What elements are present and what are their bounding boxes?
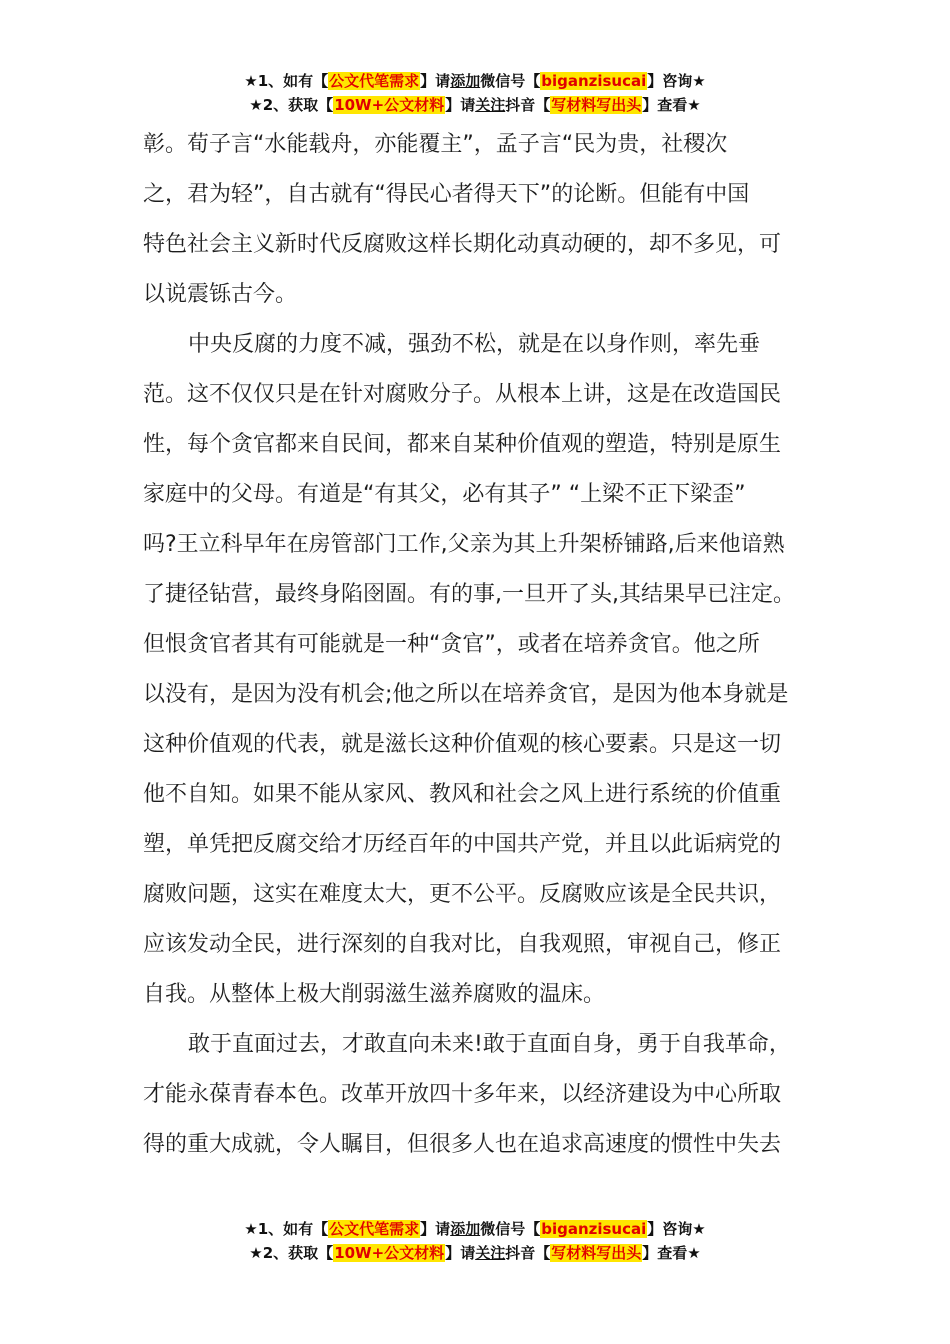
banner-highlight: 公文代笔需求 [329,1220,420,1238]
banner-highlight: biganzisucai [541,1220,647,1238]
banner-emphasis: 关注 [475,1244,506,1262]
banner-line-1 [0,69,950,93]
banner-highlight: biganzisucai [541,72,647,90]
body-line: 应该发动全民，进行深刻的自我对比，自我观照，审视自己，修正 [143,932,782,957]
body-line: 腐败问题，这实在难度太大，更不公平。反腐败应该是全民共识， [143,882,782,907]
banner-text: 抖音【 [505,96,551,114]
banner-text: 】咨询★ [647,72,706,90]
body-line: 这种价值观的代表，就是滋长这种价值观的核心要素。只是这一切 [143,732,782,757]
banner-highlight: 公文代笔需求 [329,72,420,90]
banner-text: 】查看★ [642,1244,701,1262]
banner-text: 】咨询★ [647,1220,706,1238]
banner-text: 】请 [445,1244,476,1262]
body-line: 以说震铄古今。 [143,282,298,307]
banner-highlight: 写材料写出头 [551,1244,642,1262]
body-line: 他不自知。如果不能从家风、教风和社会之风上进行系统的价值重 [143,782,782,807]
body-line: 范。这不仅仅只是在针对腐败分子。从根本上讲，这是在改造国民 [143,382,782,407]
body-line: 特色社会主义新时代反腐败这样长期化动真动硬的，却不多见，可 [143,232,782,257]
banner-emphasis: 添加 [450,72,481,90]
body-line: 自我。从整体上极大削弱滋生滋养腐败的温床。 [143,982,606,1007]
body-line: 以没有，是因为没有机会;他之所以在培养贪官，是因为他本身就是 [143,682,789,707]
body-line: 但恨贪官者其有可能就是一种“贪官”，或者在培养贪官。他之所 [143,632,760,657]
footer-banner [0,1217,950,1265]
banner-text: 抖音【 [505,1244,551,1262]
document-body [143,120,803,1170]
body-line-paragraph-start: 敢于直面过去，才敢直向未来!敢于直面自身，勇于自我革命， [188,1032,791,1057]
banner-text: 微信号【 [480,1220,541,1238]
body-line: 家庭中的父母。有道是“有其父，必有其子” “上梁不正下梁歪” [143,482,746,507]
body-line: 了捷径钻营，最终身陷囹圄。有的事,一旦开了头,其结果早已注定。 [143,582,795,607]
banner-text: 】请 [420,1220,451,1238]
banner-line-2 [0,93,950,117]
banner-text: 】查看★ [642,96,701,114]
banner-text: ★1、如有【 [244,1220,329,1238]
banner-text: 】请 [445,96,476,114]
banner-emphasis: 添加 [450,1220,481,1238]
banner-highlight: 10W+公文材料 [334,96,445,114]
banner-text: 】请 [420,72,451,90]
body-line-paragraph-start: 中央反腐的力度不减，强劲不松，就是在以身作则，率先垂 [188,332,761,357]
body-line: 塑，单凭把反腐交给才历经百年的中国共产党，并且以此诟病党的 [143,832,782,857]
body-line: 彰。荀子言“水能载舟，亦能覆主”，孟子言“民为贵，社稷次 [143,132,728,157]
banner-highlight: 10W+公文材料 [334,1244,445,1262]
banner-highlight: 写材料写出头 [551,96,642,114]
banner-text: ★1、如有【 [244,72,329,90]
header-banner [0,69,950,117]
banner-line-1 [0,1217,950,1241]
banner-text: ★2、获取【 [249,96,334,114]
banner-text: 微信号【 [480,72,541,90]
banner-emphasis: 关注 [475,96,506,114]
banner-line-2 [0,1241,950,1265]
body-line: 吗?王立科早年在房管部门工作,父亲为其上升架桥铺路,后来他谙熟 [143,532,785,557]
body-line: 之，君为轻”，自古就有“得民心者得天下”的论断。但能有中国 [143,182,750,207]
banner-text: ★2、获取【 [249,1244,334,1262]
body-line: 得的重大成就，令人瞩目，但很多人也在追求高速度的惯性中失去 [143,1132,782,1157]
body-line: 性，每个贪官都来自民间，都来自某种价值观的塑造，特别是原生 [143,432,782,457]
body-line: 才能永葆青春本色。改革开放四十多年来，以经济建设为中心所取 [143,1082,782,1107]
